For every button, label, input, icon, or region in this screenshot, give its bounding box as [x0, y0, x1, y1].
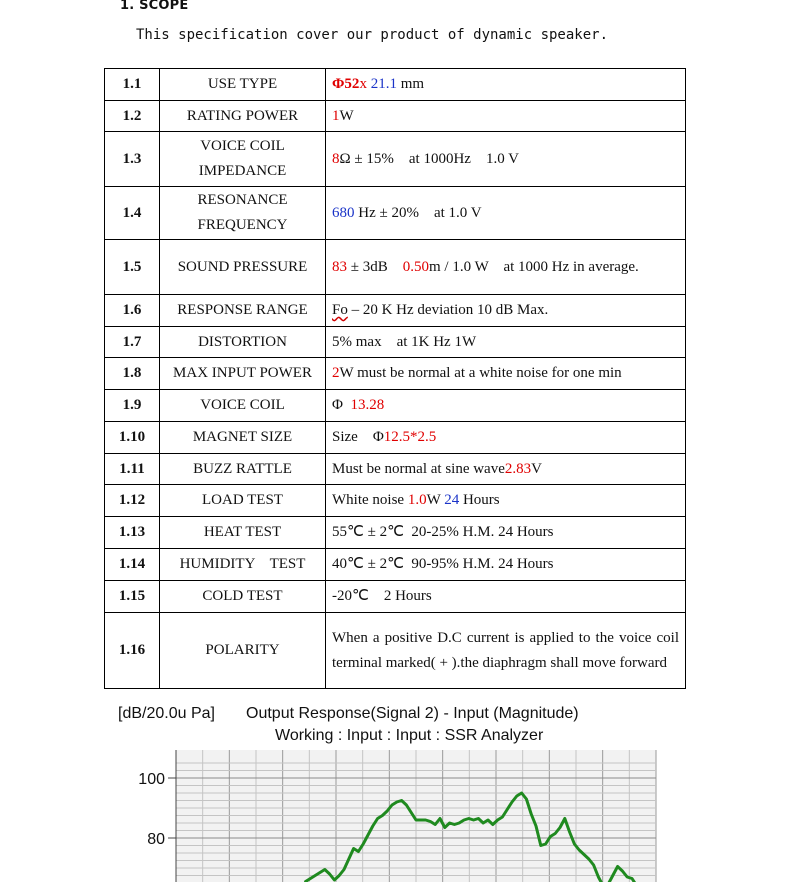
- value-part: Ω ± 15% at 1000Hz 1.0 V: [339, 150, 520, 167]
- value-part: ± 3dB: [347, 258, 403, 275]
- row-number: 1.9: [105, 390, 160, 422]
- chart-ylabel: [dB/20.0u Pa]: [118, 705, 215, 722]
- value-part: 21.1: [370, 76, 397, 92]
- row-number: 1.15: [105, 581, 160, 613]
- row-label: DISTORTION: [160, 327, 326, 358]
- value-part: W: [426, 492, 445, 508]
- row-label: RESPONSE RANGE: [160, 295, 326, 327]
- y-tick-label: 80: [147, 831, 165, 848]
- row-label: POLARITY: [160, 613, 326, 689]
- row-number: 1.5: [105, 240, 160, 295]
- value-part: 2.83: [504, 460, 532, 477]
- value-part: 24: [444, 492, 460, 508]
- row-number: 1.14: [105, 549, 160, 581]
- row-number: 1.11: [105, 454, 160, 485]
- value-part: x: [359, 76, 371, 92]
- label-line: IMPEDANCE: [198, 163, 287, 179]
- value-part: 0.50: [402, 258, 429, 275]
- row-number: 1.6: [105, 295, 160, 327]
- value-part: 2: [332, 365, 340, 381]
- value-part: White noise: [332, 492, 408, 508]
- row-label: MAX INPUT POWER: [160, 358, 326, 390]
- row-label: HUMIDITY TEST: [160, 549, 326, 581]
- row-number: 1.3: [105, 132, 160, 187]
- row-number: 1.13: [105, 517, 160, 549]
- value-part: Size Φ: [332, 429, 384, 445]
- value-part: mm: [396, 76, 425, 92]
- row-number: 1.4: [105, 187, 160, 240]
- value-part: Hz ± 20% at 1.0 V: [354, 204, 482, 221]
- section-title: 1. SCOPE: [120, 0, 189, 13]
- value-part: Φ: [332, 397, 351, 413]
- chart-subtitle: Working : Input : Input : SSR Analyzer: [275, 727, 544, 744]
- row-value: 40℃ ± 2℃ 90-95% H.M. 24 Hours: [326, 549, 686, 581]
- row-label: HEAT TEST: [160, 517, 326, 549]
- value-part: 13.28: [350, 397, 385, 413]
- row-number: 1.8: [105, 358, 160, 390]
- section-description: This specification cover our product of dynamic speaker.: [136, 27, 609, 43]
- row-label: LOAD TEST: [160, 485, 326, 517]
- row-number: 1.2: [105, 101, 160, 132]
- value-part: W must be normal at a white noise for one min: [339, 365, 622, 381]
- value-part: V: [531, 460, 542, 477]
- value-part: 1: [332, 107, 340, 124]
- row-label: VOICE COIL: [160, 390, 326, 422]
- label-line: RESONANCE: [197, 192, 288, 208]
- label-line: VOICE COIL: [200, 138, 285, 154]
- row-label: MAGNET SIZE: [160, 422, 326, 454]
- row-value: -20℃ 2 Hours: [326, 581, 686, 613]
- row-number: 1.1: [105, 69, 160, 101]
- row-label: SOUND PRESSURE: [160, 240, 326, 295]
- row-label: RATING POWER: [160, 101, 326, 132]
- value-part: – 20 K Hz deviation 10 dB Max.: [347, 302, 549, 318]
- row-number: 1.12: [105, 485, 160, 517]
- row-number: 1.16: [105, 613, 160, 689]
- row-number: 1.10: [105, 422, 160, 454]
- row-value: 5% max at 1K Hz 1W: [326, 327, 686, 358]
- value-part: 8: [332, 150, 340, 167]
- row-value: 55℃ ± 2℃ 20-25% H.M. 24 Hours: [326, 517, 686, 549]
- value-part: Φ52: [332, 76, 360, 92]
- row-number: 1.7: [105, 327, 160, 358]
- value-part: Fo: [332, 302, 348, 318]
- value-part: 1.0: [407, 492, 427, 508]
- row-value: When a positive D.C current is applied to the voice coil terminal marked( + ).the diaphragm shall move forward: [326, 613, 686, 689]
- value-part: 680: [332, 204, 355, 221]
- value-part: 12.5*2.5: [383, 429, 437, 445]
- value-part: 83: [332, 258, 347, 275]
- row-label: COLD TEST: [160, 581, 326, 613]
- row-label: BUZZ RATTLE: [160, 454, 326, 485]
- label-line: FREQUENCY: [197, 217, 288, 233]
- value-part: m / 1.0 W at 1000 Hz in average.: [429, 258, 639, 275]
- row-label: USE TYPE: [160, 69, 326, 101]
- value-part: Must be normal at sine wave: [332, 460, 505, 477]
- value-part: W: [339, 107, 354, 124]
- value-part: Hours: [459, 492, 500, 508]
- chart-title: Output Response(Signal 2) - Input (Magnitude): [246, 705, 579, 722]
- y-tick-label: 100: [138, 771, 165, 788]
